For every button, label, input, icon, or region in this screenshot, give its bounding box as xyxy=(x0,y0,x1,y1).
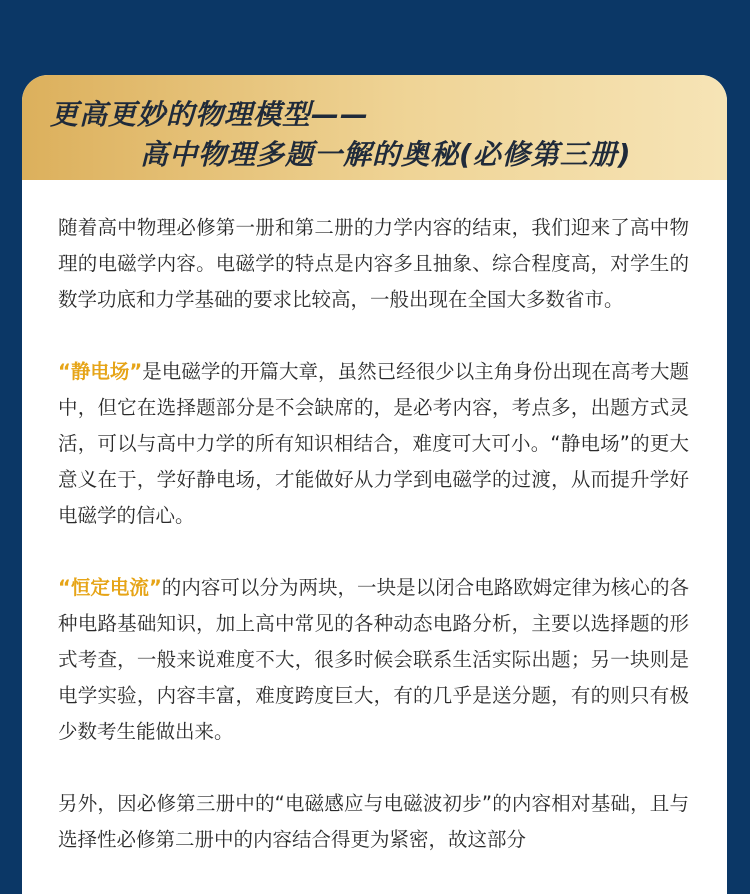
article-card xyxy=(22,75,727,894)
paragraph-text: 随着高中物理必修第一册和第二册的力学内容的结束，我们迎来了高中物理的电磁学内容。电磁学的特点是内容多且抽象、综合程度高，对学生的数学功底和力学基础的要求比较高，一般出现在全国大多数省市。 xyxy=(58,216,689,311)
paragraph-constant-current xyxy=(58,570,689,750)
title-banner xyxy=(22,75,727,180)
paragraph-text: 的内容可以分为两块，一块是以闭合电路欧姆定律为核心的各种电路基础知识，加上高中常见的各种动态电路分析，主要以选择题的形式考查，一般来说难度不大，很多时候会联系生活实际出题；另一块则是电学实验，内容丰富，难度跨度巨大，有的几乎是送分题，有的则只有极少数考生能做出来。 xyxy=(58,576,689,743)
paragraph-electrostatic-field xyxy=(58,354,689,534)
paragraph-text: 另外，因必修第三册中的“电磁感应与电磁波初步”的内容相对基础，且与选择性必修第二册中的内容结合得更为紧密，故这部分 xyxy=(58,792,689,851)
article-body xyxy=(22,180,727,858)
title-line-2: 高中物理多题一解的奥秘(必修第三册) xyxy=(140,138,632,171)
paragraph-intro xyxy=(58,210,689,318)
title-line-1: 更高更妙的物理模型—— xyxy=(50,98,370,131)
paragraph-additional xyxy=(58,786,689,858)
highlight-term: “静电场” xyxy=(58,360,143,383)
paragraph-text: 是电磁学的开篇大章，虽然已经很少以主角身份出现在高考大题中，但它在选择题部分是不会缺席的，是必考内容，考点多，出题方式灵活，可以与高中力学的所有知识相结合，难度可大可小。“静电场”的更大意义在于，学好静电场，才能做好从力学到电磁学的过渡，从而提升学好电磁学的信心。 xyxy=(58,360,689,527)
highlight-term: “恒定电流” xyxy=(58,576,162,599)
